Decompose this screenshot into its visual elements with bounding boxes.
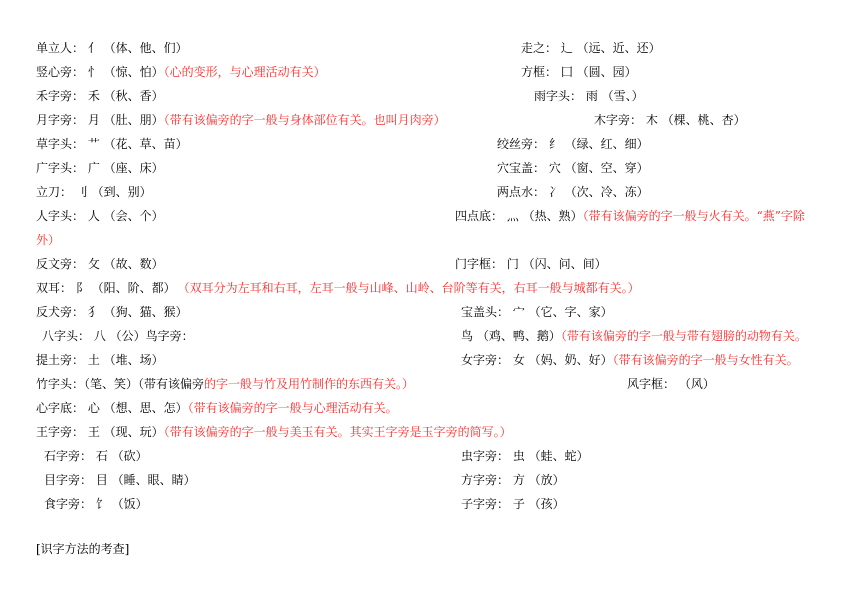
radical-note: （带有该偏旁的字一般与身体部位有关。也叫月肉旁） (163, 113, 446, 127)
radical-row-right: 女字旁： 女 （妈、奶、好）（带有该偏旁的字一般与女性有关。 (461, 353, 799, 367)
radical-note: 的字一般与竹及用竹制作的东西有关。） (204, 377, 415, 391)
radical-row-left: 竖心旁： 忄 （惊、怕）（心的变形，与心理活动有关） (36, 65, 326, 79)
radical-row-left: 双耳： 阝 （阳、阶、都） （双耳分为左耳和右耳，左耳一般与山峰、山岭、台阶等有关，右耳一般与城都有关。） (36, 281, 640, 295)
radical-note: （带有该偏旁的字一般与心理活动有关。 (187, 401, 398, 415)
radical-row-right: 绞丝旁： 纟 （绿、红、细） (497, 137, 649, 151)
radical-row-left: 单立人： 亻 （体、他、们） (36, 41, 188, 55)
radical-row-right: 风字框： （风） (627, 377, 715, 391)
radical-note: （心的变形，与心理活动有关） (163, 65, 326, 79)
radical-note: （带有该偏旁的字一般与带有翅膀的动物有关。 (560, 329, 807, 343)
radical-note: （带有该偏旁的字一般与女性有关。 (612, 353, 799, 367)
radical-row-right: 虫字旁： 虫 （蛙、蛇） (461, 449, 589, 463)
radical-row-right: 宝盖头： 宀 （它、字、家） (461, 305, 613, 319)
radical-row-right: 方字旁： 方 （放） (461, 473, 565, 487)
section-heading: [识字方法的考查] (36, 542, 130, 556)
radical-row-right: 门字框： 门 （闪、问、间） (455, 257, 607, 271)
radical-row-right: 子字旁： 子 （孩） (461, 497, 565, 511)
radical-row-right: 穴宝盖： 穴 （窗、空、穿） (497, 161, 649, 175)
radical-row-right: 两点水： 冫 （次、冷、冻） (497, 185, 649, 199)
radical-note-wrap: 外） (36, 233, 61, 247)
radical-row-left: 禾字旁： 禾 （秋、香） (36, 89, 164, 103)
radical-row-left: 人字头： 人 （会、个） (36, 209, 164, 223)
radical-row-left: 食字旁： 饣 （饭） (44, 497, 148, 511)
radical-note: （带有该偏旁的字一般与火有关。“燕”字除 (582, 209, 805, 223)
radical-row-right: 鸟 （鸡、鸭、鹅）（带有该偏旁的字一般与带有翅膀的动物有关。 (461, 329, 807, 343)
radical-row-right: 走之： 辶 （远、近、还） (521, 41, 661, 55)
radical-row-left: 石字旁： 石 （砍） (44, 449, 148, 463)
radical-row-right: 雨字头： 雨 （雪、） (534, 89, 644, 103)
radical-row-left: 反文旁： 攵 （故、数） (36, 257, 164, 271)
radical-row-right: 四点底： 灬 （热、熟）（带有该偏旁的字一般与火有关。“燕”字除 (455, 209, 805, 223)
radical-row-left: 广字头： 广 （座、床） (36, 161, 164, 175)
radical-row-right: 方框： 囗 （圆、园） (521, 65, 637, 79)
radical-row-left: 提土旁： 土 （堆、场） (36, 353, 164, 367)
radical-row-left: 王字旁： 王 （现、玩）（带有该偏旁的字一般与美玉有关。其实王字旁是玉字旁的简写。） (36, 425, 512, 439)
radical-row-left: 八字头： 八 （公）鸟字旁： (42, 329, 194, 343)
radical-note: （带有该偏旁的字一般与美玉有关。其实王字旁是玉字旁的简写。） (163, 425, 512, 439)
radical-row-right: 木字旁： 木 （棵、桃、杏） (594, 113, 746, 127)
radical-row-left: 目字旁： 目 （睡、眼、睛） (44, 473, 196, 487)
radical-row-left: 草字头： 艹 （花、草、苗） (36, 137, 188, 151)
radical-row-left: 立刀： 刂 （到、别） (36, 185, 152, 199)
radical-row-left: 竹字头：（笔、笑）（带有该偏旁的字一般与竹及用竹制作的东西有关。） (36, 377, 415, 391)
radical-row-left: 反犬旁： 犭 （狗、猫、猴） (36, 305, 188, 319)
radical-note: （双耳分为左耳和右耳，左耳一般与山峰、山岭、台阶等有关，右耳一般与城都有关。） (183, 281, 640, 295)
radical-row-left: 心字底： 心 （想、思、怎）（带有该偏旁的字一般与心理活动有关。 (36, 401, 398, 415)
radical-row-left: 月字旁： 月 （肚、朋）（带有该偏旁的字一般与身体部位有关。也叫月肉旁） (36, 113, 446, 127)
